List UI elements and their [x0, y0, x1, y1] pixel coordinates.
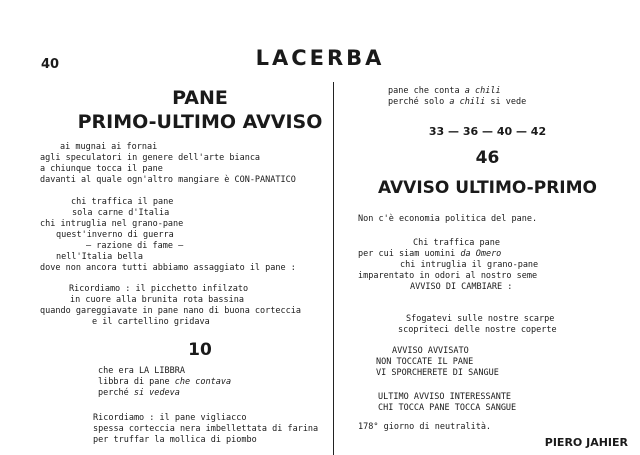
right-top-block [388, 86, 526, 108]
left-block-2 [40, 197, 296, 274]
text-line: quest'inverno di guerra [56, 230, 174, 240]
text-line [98, 388, 231, 399]
text-fragment: perché [98, 388, 134, 398]
left-title-avviso: PRIMO-ULTIMO AVVISO [77, 111, 323, 133]
masthead: LACERBA [255, 46, 385, 70]
text-fragment: si vede [485, 97, 527, 107]
text-line: chi intruglia il grano-pane [400, 260, 539, 270]
text-line: dove non ancora tutti abbiamo assaggiato il pane : [40, 263, 296, 273]
left-block-5 [93, 413, 318, 446]
right-number: 46 [475, 148, 500, 168]
text-line: scopriteci delle nostre coperte [398, 325, 557, 335]
text-line [388, 86, 526, 97]
number-sequence: 33 — 36 — 40 — 42 [428, 125, 547, 138]
left-block-4 [98, 366, 231, 399]
right-intro: Non c'è economia politica del pane. [358, 214, 538, 224]
text-line: in cuore alla brunita rota bassina [70, 295, 244, 305]
left-block-1 [40, 142, 296, 186]
text-line: — razione di fame — [86, 241, 184, 251]
text-fragment: libbra di pane [98, 377, 175, 387]
text-fragment: perché solo [388, 97, 450, 107]
text-line: a chiunque tocca il pane [40, 164, 163, 174]
left-title-pane: PANE [172, 87, 228, 109]
text-line: spessa corteccia nera imbellettata di farina [93, 424, 319, 434]
italic-fragment: si vedeva [133, 388, 180, 398]
text-line: davanti al quale ogn'altro mangiare è CON-PANATICO [40, 175, 296, 185]
text-line [358, 249, 538, 260]
right-block-a [358, 238, 538, 293]
text-line: quando gareggiavate in pane nano di buona corteccia [40, 306, 301, 316]
right-block-c [376, 346, 499, 379]
text-line: NON TOCCATE IL PANE [376, 357, 474, 367]
text-line: agli speculatori in genere dell'arte bianca [40, 153, 261, 163]
text-line: chi traffica il pane [71, 197, 174, 207]
text-line: ai mugnai ai fornai [60, 142, 158, 152]
italic-fragment: da Omero [460, 249, 502, 259]
text-line: per truffar la mollica di piombo [93, 435, 257, 445]
left-block-3 [40, 284, 301, 328]
text-line: Chi traffica pane [413, 238, 500, 248]
right-block-d [378, 392, 516, 414]
text-line: CHI TOCCA PANE TOCCA SANGUE [378, 403, 517, 413]
italic-fragment: a chili [449, 97, 486, 107]
text-line: nell'Italia bella [56, 252, 143, 262]
text-line: ULTIMO AVVISO INTERESSANTE [378, 392, 512, 402]
italic-fragment: che contava [174, 377, 232, 387]
text-fragment: per cui siam uomini [358, 249, 461, 259]
text-line [98, 377, 231, 388]
text-line: chi intruglia nel grano-pane [40, 219, 184, 229]
text-fragment: pane che conta [388, 86, 465, 96]
text-line: sola carne d'Italia [72, 208, 170, 218]
text-line: AVVISO AVVISATO [392, 346, 469, 356]
text-line: imparentato in odori al nostro seme [358, 271, 538, 281]
page-number: 40 [41, 57, 60, 72]
text-line: e il cartellino gridava [92, 317, 210, 327]
text-line: AVVISO DI CAMBIARE : [410, 282, 513, 292]
right-title: AVVISO ULTIMO-PRIMO [378, 178, 597, 198]
text-line: Sfogatevi sulle nostre scarpe [406, 314, 555, 324]
right-block-b [398, 314, 557, 336]
signature: PIERO JAHIER [544, 436, 628, 449]
text-line: VI SPORCHERETE DI SANGUE [376, 368, 499, 378]
text-line: Ricordiamo : il picchetto infilzato [69, 284, 249, 294]
column-divider [333, 82, 334, 455]
text-line: che era LA LIBBRA [98, 366, 185, 376]
left-number: 10 [188, 340, 212, 360]
date-line: 178° giorno di neutralità. [358, 422, 492, 432]
italic-fragment: a chili [464, 86, 501, 96]
text-line [388, 97, 526, 108]
text-line: Ricordiamo : il pane vigliacco [93, 413, 247, 423]
